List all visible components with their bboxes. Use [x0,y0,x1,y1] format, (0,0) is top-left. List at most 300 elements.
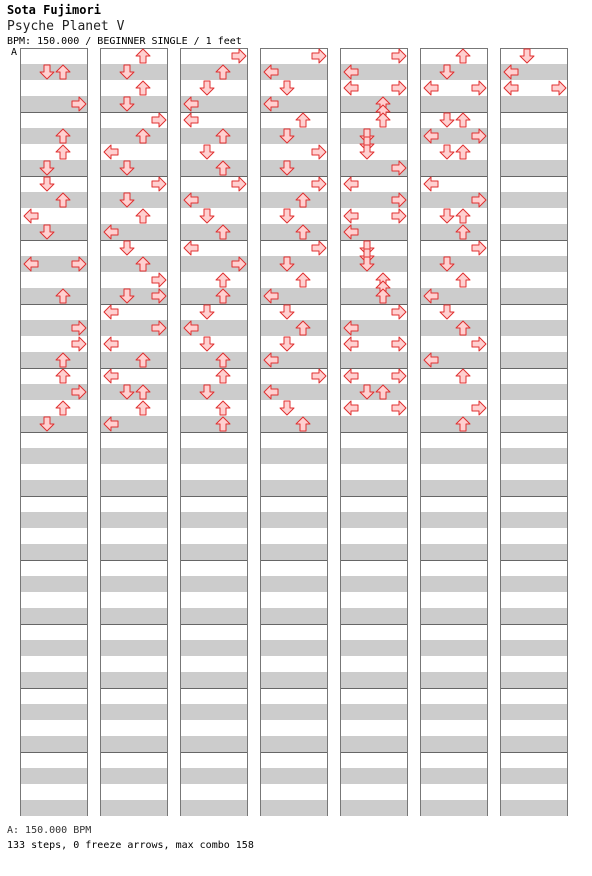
beat-band [181,736,247,752]
bpm-difficulty-line: BPM: 150.000 / BEGINNER SINGLE / 1 feet [7,36,242,47]
beat-band [21,736,87,752]
arrow-left-icon [103,304,119,320]
arrow-up-icon [375,384,391,400]
arrow-up-icon [55,64,71,80]
beat-band [501,608,567,624]
arrow-down-icon [119,64,135,80]
arrow-right-icon [391,80,407,96]
beat-band [501,416,567,432]
arrow-up-icon [295,192,311,208]
beat-band [501,96,567,112]
arrow-left-icon [423,128,439,144]
beat-band [101,512,167,528]
arrow-up-icon [295,416,311,432]
measure-line [501,496,567,497]
beat-band [421,512,487,528]
beat-band [21,544,87,560]
arrow-left-icon [503,80,519,96]
arrow-right-icon [311,176,327,192]
arrow-down-icon [119,96,135,112]
arrow-up-icon [215,224,231,240]
measure-line [501,176,567,177]
arrow-right-icon [311,240,327,256]
measure-line [181,624,247,625]
measure-line [341,688,407,689]
arrow-up-icon [455,208,471,224]
beat-band [341,800,407,816]
beat-band [101,256,167,272]
measure-line [101,752,167,753]
song-title: Psyche Planet V [7,19,125,34]
arrow-up-icon [295,112,311,128]
artist-name: Sota Fujimori [7,3,101,17]
beat-band [341,352,407,368]
beat-band [421,640,487,656]
arrow-right-icon [151,112,167,128]
arrow-up-icon [135,256,151,272]
beat-band [181,640,247,656]
measure-line [501,240,567,241]
beat-band [501,256,567,272]
beat-band [261,480,327,496]
arrow-right-icon [231,256,247,272]
measure-line [261,624,327,625]
beat-band [421,544,487,560]
arrow-right-icon [311,48,327,64]
beat-band [21,128,87,144]
beat-band [181,800,247,816]
arrow-right-icon [231,176,247,192]
measure-line [101,624,167,625]
beat-band [421,160,487,176]
arrow-up-icon [215,416,231,432]
beat-band [341,768,407,784]
arrow-left-icon [23,208,39,224]
beat-band [261,576,327,592]
measure-line [101,560,167,561]
measure-line [421,688,487,689]
beat-band [501,352,567,368]
measure-line [21,752,87,753]
arrow-up-icon [455,144,471,160]
measure-line [181,368,247,369]
beat-band [341,640,407,656]
measure-line [421,560,487,561]
beat-band [421,224,487,240]
arrow-left-icon [343,224,359,240]
beat-band [501,160,567,176]
beat-band [501,576,567,592]
beat-band [421,768,487,784]
arrow-left-icon [183,96,199,112]
beat-band [501,192,567,208]
arrow-up-icon [455,224,471,240]
beat-band [21,704,87,720]
chart-column [180,48,248,816]
beat-band [181,544,247,560]
beat-band [101,704,167,720]
measure-line [341,624,407,625]
arrow-right-icon [391,208,407,224]
arrow-down-icon [199,144,215,160]
beat-band [341,480,407,496]
beat-band [181,672,247,688]
beat-band [501,736,567,752]
arrow-up-icon [55,192,71,208]
beat-band [21,640,87,656]
arrow-up-icon [295,320,311,336]
arrow-right-icon [471,128,487,144]
beat-band [181,480,247,496]
beat-band [21,192,87,208]
beat-band [341,512,407,528]
beat-band [101,608,167,624]
measure-line [261,432,327,433]
measure-line [181,496,247,497]
arrow-right-icon [391,368,407,384]
arrow-left-icon [103,224,119,240]
arrow-right-icon [71,384,87,400]
measure-line [421,368,487,369]
beat-band [341,672,407,688]
arrow-up-icon [135,384,151,400]
arrow-left-icon [343,208,359,224]
arrow-up-icon [375,288,391,304]
beat-band [21,800,87,816]
arrow-left-icon [423,352,439,368]
arrow-up-icon [295,272,311,288]
measure-line [341,432,407,433]
arrow-left-icon [503,64,519,80]
arrow-down-icon [439,112,455,128]
arrow-up-icon [135,48,151,64]
beat-band [101,480,167,496]
measure-line [21,688,87,689]
arrow-right-icon [71,256,87,272]
measure-line [181,688,247,689]
beat-band [261,704,327,720]
arrow-up-icon [135,80,151,96]
measure-line [21,304,87,305]
arrow-up-icon [215,352,231,368]
beat-band [501,800,567,816]
arrow-left-icon [263,96,279,112]
beat-band [21,288,87,304]
measure-line [21,496,87,497]
arrow-left-icon [343,64,359,80]
beat-band [261,736,327,752]
arrow-right-icon [71,96,87,112]
beat-band [341,416,407,432]
arrow-left-icon [263,288,279,304]
beat-band [21,352,87,368]
arrow-right-icon [471,400,487,416]
arrow-left-icon [263,384,279,400]
measure-line [181,432,247,433]
beat-band [501,128,567,144]
arrow-right-icon [471,80,487,96]
beat-band [101,800,167,816]
arrow-up-icon [135,208,151,224]
beat-band [101,672,167,688]
arrow-up-icon [215,128,231,144]
beat-band [21,512,87,528]
arrow-down-icon [439,144,455,160]
arrow-left-icon [183,320,199,336]
arrow-right-icon [391,336,407,352]
chart-column [340,48,408,816]
arrow-down-icon [519,48,535,64]
arrow-right-icon [151,288,167,304]
beat-band [421,320,487,336]
arrow-down-icon [39,416,55,432]
arrow-right-icon [151,320,167,336]
measure-line [501,368,567,369]
beat-band [421,608,487,624]
measure-line [421,496,487,497]
chart-column [20,48,88,816]
beat-band [341,704,407,720]
beat-band [341,544,407,560]
arrow-down-icon [119,160,135,176]
arrow-left-icon [103,368,119,384]
arrow-down-icon [279,336,295,352]
beat-band [501,544,567,560]
beat-band [501,320,567,336]
beat-band [101,640,167,656]
beat-band [341,736,407,752]
measure-line [181,560,247,561]
beat-band [21,448,87,464]
arrow-up-icon [55,368,71,384]
bpm-marker-label: A [11,47,18,58]
beat-band [501,448,567,464]
measure-line [101,496,167,497]
beat-band [261,800,327,816]
beat-band [181,576,247,592]
measure-line [101,432,167,433]
arrow-down-icon [39,176,55,192]
arrow-right-icon [231,48,247,64]
arrow-left-icon [423,176,439,192]
arrow-left-icon [423,288,439,304]
arrow-up-icon [55,128,71,144]
beat-band [21,608,87,624]
measure-line [21,432,87,433]
chart-column [420,48,488,816]
arrow-up-icon [135,400,151,416]
chart-column [100,48,168,816]
arrow-left-icon [343,368,359,384]
beat-band [261,416,327,432]
beat-band [501,512,567,528]
arrow-left-icon [343,176,359,192]
beat-band [261,544,327,560]
arrow-up-icon [215,160,231,176]
arrow-up-icon [55,352,71,368]
arrow-up-icon [55,288,71,304]
arrow-right-icon [311,144,327,160]
beat-band [261,640,327,656]
beat-band [101,736,167,752]
arrow-down-icon [279,80,295,96]
beat-band [181,128,247,144]
beat-band [501,384,567,400]
beat-band [261,224,327,240]
arrow-down-icon [199,304,215,320]
beat-band [501,640,567,656]
arrow-left-icon [103,416,119,432]
arrow-up-icon [215,64,231,80]
arrow-up-icon [455,416,471,432]
measure-line [501,304,567,305]
measure-line [21,560,87,561]
arrow-up-icon [135,352,151,368]
measure-line [261,688,327,689]
arrow-up-icon [455,320,471,336]
beat-band [101,544,167,560]
measure-line [181,752,247,753]
arrow-down-icon [119,384,135,400]
arrow-left-icon [343,400,359,416]
beat-band [501,672,567,688]
arrow-down-icon [279,256,295,272]
measure-line [101,688,167,689]
measure-line [21,368,87,369]
arrow-right-icon [471,192,487,208]
arrow-right-icon [71,320,87,336]
arrow-up-icon [135,128,151,144]
measure-line [501,432,567,433]
arrow-up-icon [295,224,311,240]
measure-line [21,624,87,625]
beat-band [421,672,487,688]
measure-line [501,688,567,689]
arrow-right-icon [151,176,167,192]
measure-line [501,112,567,113]
measure-line [261,560,327,561]
beat-band [501,704,567,720]
measure-line [501,560,567,561]
measure-line [421,624,487,625]
measure-line [341,752,407,753]
arrow-down-icon [199,336,215,352]
arrow-down-icon [39,160,55,176]
arrow-left-icon [343,320,359,336]
measure-line [501,624,567,625]
beat-band [21,672,87,688]
arrow-up-icon [455,272,471,288]
beat-band [421,480,487,496]
beat-band [181,768,247,784]
measure-line [341,112,407,113]
arrow-right-icon [151,272,167,288]
arrow-right-icon [391,400,407,416]
arrow-down-icon [39,224,55,240]
beat-band [261,448,327,464]
beat-band [181,64,247,80]
beat-band [421,736,487,752]
arrow-down-icon [119,192,135,208]
arrow-right-icon [471,336,487,352]
arrow-down-icon [279,160,295,176]
arrow-up-icon [215,400,231,416]
arrow-down-icon [279,208,295,224]
measure-line [421,752,487,753]
arrow-left-icon [423,80,439,96]
arrow-left-icon [343,80,359,96]
arrow-up-icon [55,400,71,416]
measure-line [261,752,327,753]
beat-band [181,608,247,624]
beat-band [181,416,247,432]
beat-band [101,768,167,784]
beat-band [181,288,247,304]
beat-band [21,576,87,592]
beat-band [501,480,567,496]
arrow-right-icon [311,368,327,384]
arrow-down-icon [439,256,455,272]
chart-column [500,48,568,816]
arrow-left-icon [343,336,359,352]
arrow-right-icon [391,192,407,208]
arrow-left-icon [183,112,199,128]
arrow-left-icon [183,240,199,256]
beat-band [101,576,167,592]
beat-band [101,352,167,368]
measure-line [261,112,327,113]
arrow-right-icon [71,336,87,352]
beat-band [421,704,487,720]
arrow-left-icon [263,352,279,368]
arrow-left-icon [183,192,199,208]
arrow-right-icon [391,160,407,176]
bpm-change-legend: A: 150.000 BPM [7,825,92,836]
beat-band [341,288,407,304]
arrow-down-icon [119,288,135,304]
arrow-down-icon [439,64,455,80]
beat-band [421,800,487,816]
arrow-left-icon [263,64,279,80]
beat-band [261,192,327,208]
beat-band [261,672,327,688]
arrow-up-icon [455,368,471,384]
arrow-right-icon [391,48,407,64]
beat-band [501,224,567,240]
chart-column [260,48,328,816]
arrow-left-icon [103,144,119,160]
beat-band [341,576,407,592]
arrow-right-icon [391,304,407,320]
arrow-right-icon [551,80,567,96]
arrow-down-icon [279,128,295,144]
arrow-down-icon [359,144,375,160]
arrow-left-icon [103,336,119,352]
beat-band [181,224,247,240]
beat-band [181,704,247,720]
beat-band [341,448,407,464]
beat-band [341,608,407,624]
measure-line [21,240,87,241]
arrow-down-icon [279,304,295,320]
arrow-down-icon [119,240,135,256]
beat-band [21,480,87,496]
arrow-down-icon [439,304,455,320]
beat-band [421,448,487,464]
beat-band [21,768,87,784]
beat-band [261,768,327,784]
beat-band [181,352,247,368]
